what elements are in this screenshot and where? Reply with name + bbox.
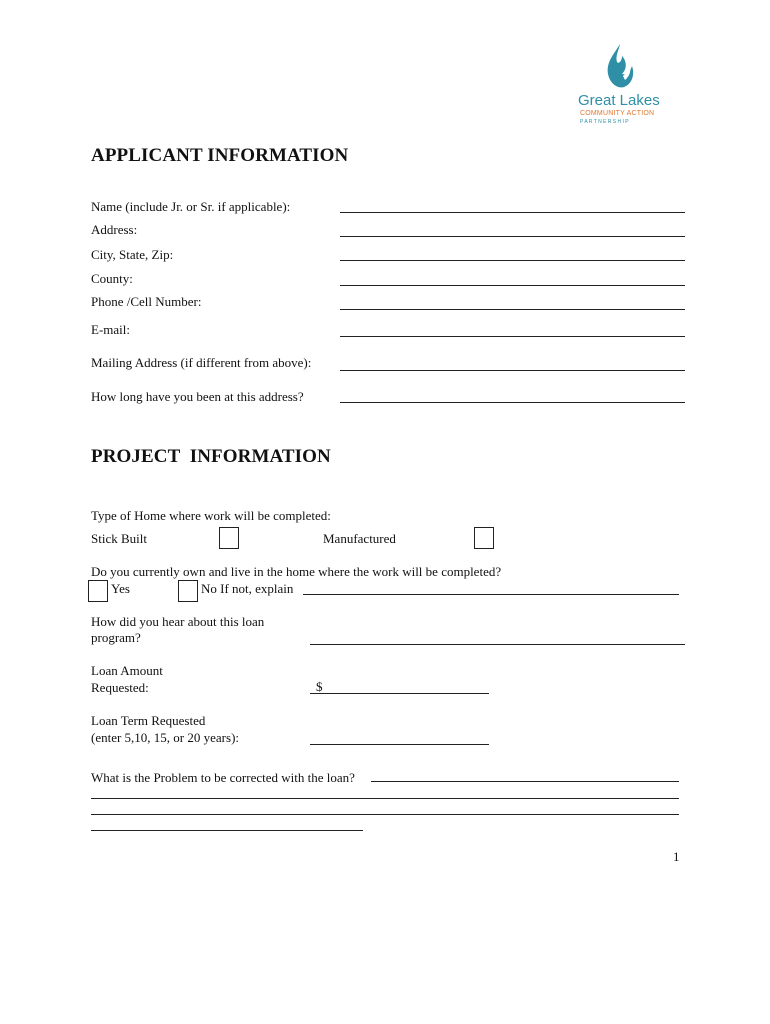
- loan-amount-label-line1: Loan Amount: [91, 663, 163, 678]
- field-label-address: Address:: [91, 222, 138, 237]
- home-type-question: Type of Home where work will be completed:: [91, 508, 331, 523]
- yes-label: Yes: [111, 581, 130, 596]
- no-checkbox[interactable]: [178, 580, 198, 602]
- page-number: 1: [673, 849, 680, 864]
- logo-subtitle-2: P A R T N E R S H I P: [580, 119, 629, 125]
- option-manufactured-label: Manufactured: [323, 531, 396, 546]
- field-label-county: County:: [91, 271, 133, 286]
- field-label-duration: How long have you been at this address?: [91, 389, 304, 404]
- stick-built-checkbox[interactable]: [219, 527, 239, 549]
- problem-question: What is the Problem to be corrected with the loan?: [91, 770, 355, 785]
- explain-input[interactable]: [303, 594, 679, 595]
- problem-input-line-1[interactable]: [371, 781, 679, 782]
- problem-input-line-4[interactable]: [91, 830, 363, 831]
- no-explain-label: No If not, explain: [201, 581, 294, 596]
- applicant-heading: APPLICANT INFORMATION: [91, 145, 349, 166]
- field-label-mailing: Mailing Address (if different from above):: [91, 355, 312, 370]
- field-input-address[interactable]: [340, 236, 685, 237]
- field-input-email[interactable]: [340, 336, 685, 337]
- field-label-phone: Phone /Cell Number:: [91, 294, 202, 309]
- problem-input-line-3[interactable]: [91, 814, 679, 815]
- own-home-question: Do you currently own and live in the home where the work will be completed?: [91, 564, 502, 579]
- loan-amount-input[interactable]: [310, 693, 489, 694]
- flame-logo-icon: [602, 42, 638, 90]
- loan-term-input[interactable]: [310, 744, 489, 745]
- field-label-city: City, State, Zip:: [91, 247, 174, 262]
- field-input-mailing[interactable]: [340, 370, 685, 371]
- dollar-sign: $: [316, 679, 323, 694]
- project-heading: PROJECT INFORMATION: [91, 446, 331, 467]
- loan-amount-label-line2: Requested:: [91, 680, 149, 695]
- hear-about-input[interactable]: [310, 644, 685, 645]
- field-input-county[interactable]: [340, 285, 685, 286]
- logo-subtitle: COMMUNITY ACTION: [580, 110, 655, 117]
- manufactured-checkbox[interactable]: [474, 527, 494, 549]
- loan-term-label-line2: (enter 5,10, 15, or 20 years):: [91, 730, 240, 745]
- field-label-name: Name (include Jr. or Sr. if applicable):: [91, 199, 291, 214]
- field-label-email: E-mail:: [91, 322, 130, 337]
- option-stick-built-label: Stick Built: [91, 531, 147, 546]
- field-input-phone[interactable]: [340, 309, 685, 310]
- problem-input-line-2[interactable]: [91, 798, 679, 799]
- loan-term-label-line1: Loan Term Requested: [91, 713, 206, 728]
- field-input-duration[interactable]: [340, 402, 685, 403]
- field-input-name[interactable]: [340, 212, 685, 213]
- yes-checkbox[interactable]: [88, 580, 108, 602]
- logo-name: Great Lakes: [578, 92, 660, 109]
- hear-about-label-line1: How did you hear about this loan: [91, 614, 265, 629]
- hear-about-label-line2: program?: [91, 630, 141, 645]
- logo: [572, 42, 672, 130]
- field-input-city[interactable]: [340, 260, 685, 261]
